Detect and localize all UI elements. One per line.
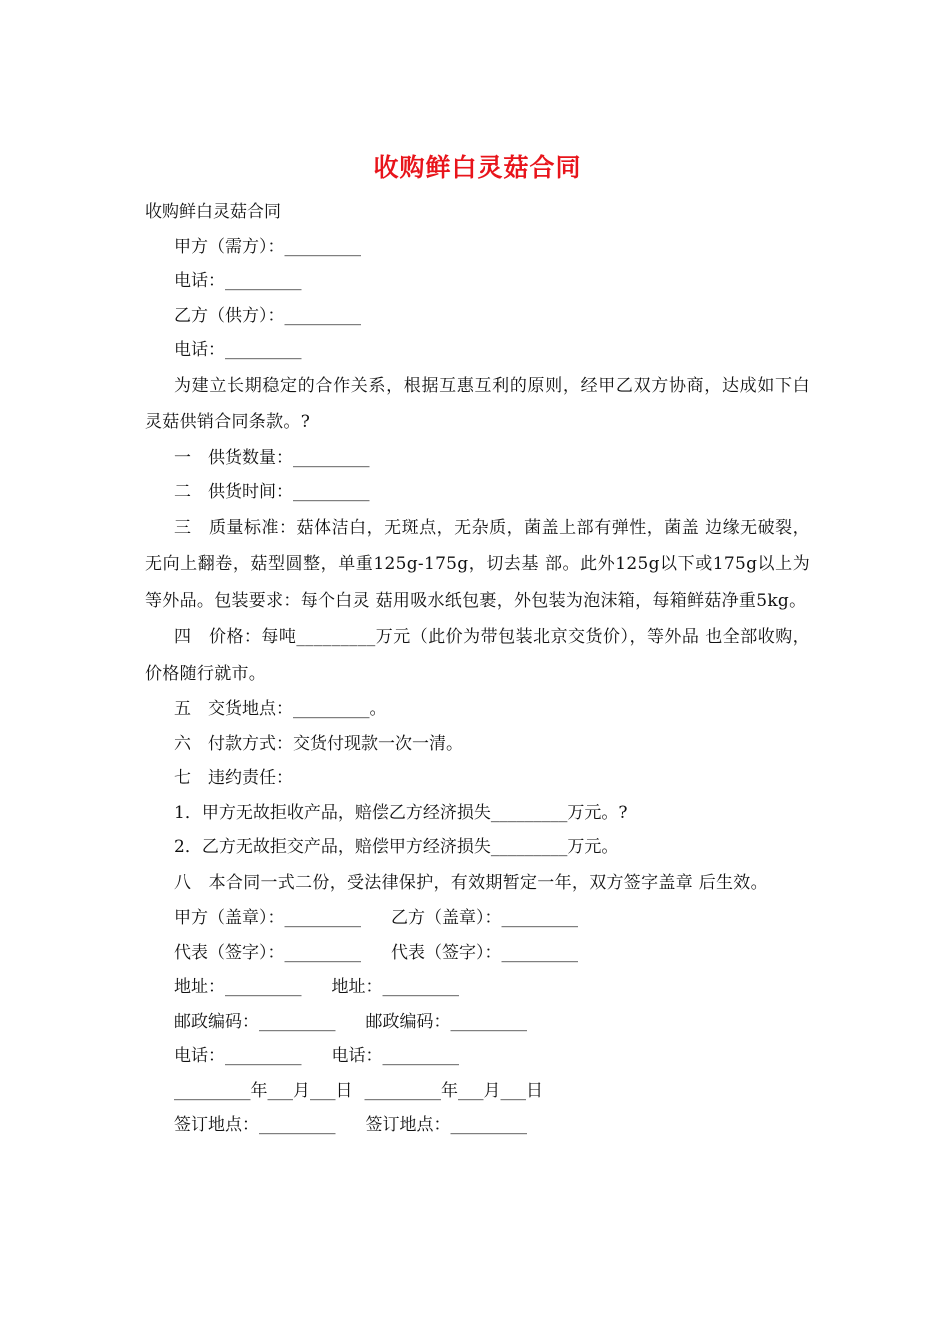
seal-b: 乙方（盖章）：_________ — [391, 908, 578, 928]
party-a-line: 甲方（需方）：_________ — [174, 236, 361, 257]
signature-row-phone — [145, 1039, 810, 1074]
document-subtitle: 收购鲜白灵菇合同 — [145, 202, 281, 222]
addr-a: 地址：_________ — [174, 977, 302, 997]
clause-location: 五 交货地点：_________。 — [174, 699, 387, 719]
addr-b: 地址：_________ — [331, 977, 459, 997]
clause-payment: 六 付款方式：交货付现款一次一清。 — [174, 733, 463, 754]
party-a-phone: 电话：_________ — [174, 271, 302, 291]
clause-quality: 三 质量标准：菇体洁白，无斑点，无杂质，菌盖上部有弹性，菌盖 边缘无破裂，无向上翻卷，菇型圆整，单重125g-175g，切去基 部。此外125g以下或175g以上为等外品。包装要求：每个白灵 菇用吸水纸包裹，外包装为泡沫箱，每箱鲜菇净重5kg。 — [145, 517, 810, 611]
clause-liability-b: 2．乙方无故拒交产品，赔偿甲方经济损失_________万元。 — [174, 837, 619, 857]
signature-row-seal — [145, 901, 810, 936]
clause-liability-a: 1．甲方无故拒收产品，赔偿乙方经济损失_________万元。? — [174, 802, 628, 823]
signature-row-address — [145, 970, 810, 1005]
signature-row-place — [145, 1108, 810, 1143]
party-b-phone: 电话：_________ — [174, 340, 302, 360]
date-a: _________年___月___日 — [174, 1080, 353, 1101]
zip-b: 邮政编码：_________ — [365, 1011, 527, 1032]
rep-b: 代表（签字）：_________ — [391, 942, 578, 963]
signature-row-date — [145, 1074, 810, 1109]
intro-paragraph: 为建立长期稳定的合作关系，根据互惠互利的原则，经甲乙双方协商，达成如下白灵菇供销合同条款。? — [145, 375, 810, 432]
phone-b: 电话：_________ — [331, 1046, 459, 1066]
clause-validity: 八 本合同一式二份，受法律保护，有效期暂定一年，双方签字盖章 后生效。 — [174, 872, 768, 893]
clause-time: 二 供货时间：_________ — [174, 482, 370, 502]
zip-a: 邮政编码：_________ — [174, 1011, 336, 1032]
clause-price: 四 价格：每吨_________万元（此价为带包装北京交货价），等外品 也全部收购，价格随行就市。 — [145, 627, 810, 684]
contract-document — [145, 148, 810, 1143]
place-b: 签订地点：_________ — [365, 1115, 527, 1135]
party-b-line: 乙方（供方）：_________ — [174, 305, 361, 326]
place-a: 签订地点：_________ — [174, 1115, 336, 1135]
clause-quantity: 一 供货数量：_________ — [174, 447, 370, 468]
rep-a: 代表（签字）：_________ — [174, 942, 361, 963]
signature-row-zip — [145, 1005, 810, 1040]
clause-liability: 七 违约责任： — [174, 768, 293, 788]
phone-a: 电话：_________ — [174, 1046, 302, 1066]
seal-a: 甲方（盖章）：_________ — [174, 908, 361, 928]
document-title: 收购鲜白灵菇合同 — [373, 153, 582, 182]
date-b: _________年___月___日 — [364, 1080, 543, 1101]
signature-row-rep — [145, 936, 810, 971]
